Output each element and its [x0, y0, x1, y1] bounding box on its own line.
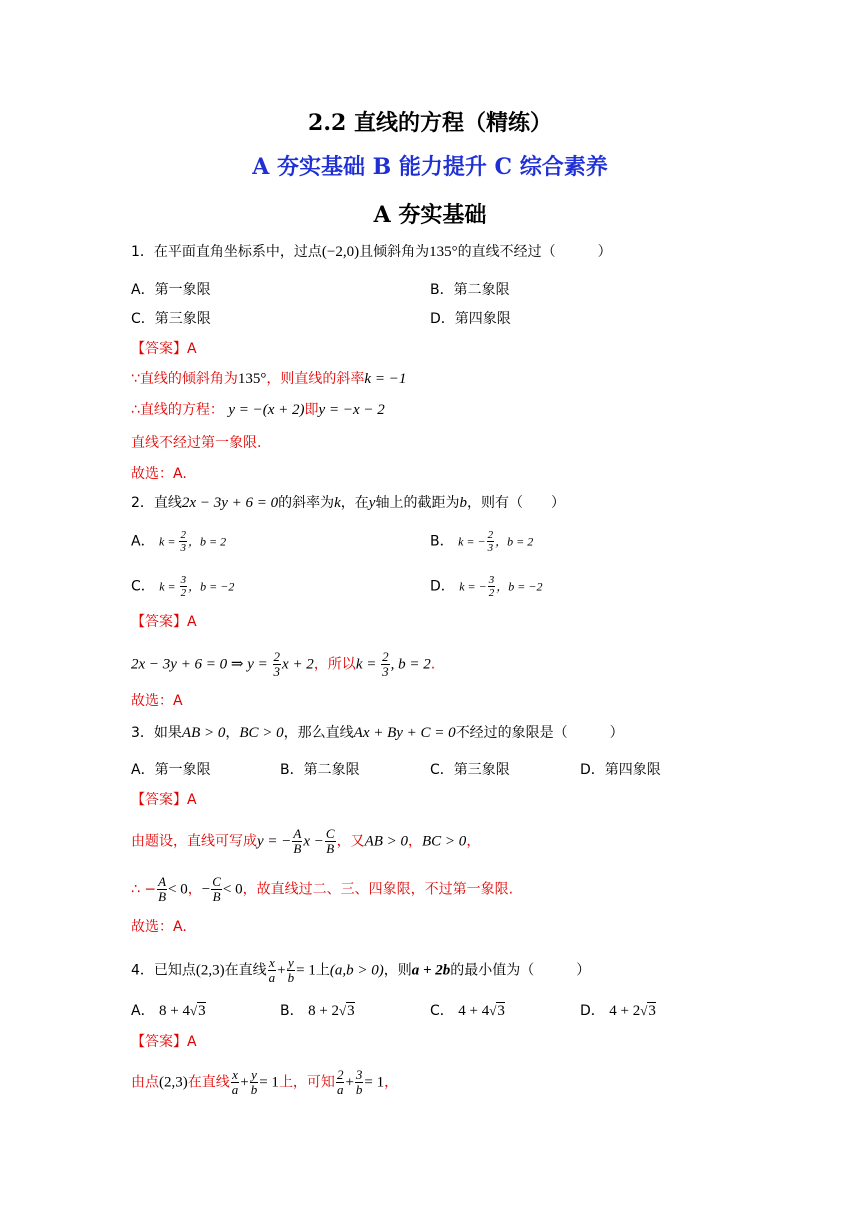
q2-choice: 故选：A [131, 693, 183, 709]
question-1-stem: 1．在平面直角坐标系中，过点(−2,0)且倾斜角为135°的直线不经过（ ） [131, 244, 612, 260]
q3-option-d: D．第四象限 [580, 762, 661, 778]
q1-option-c: C．第三象限 [131, 311, 211, 327]
q4-solution-line-1: 由点(2,3)在直线 $\frac{x}{a}$ + $\frac{y}{b}$ = 1上，可知 $\frac{2}{a}$ + $\frac{3}{b}$ = 1， [131, 1067, 399, 1097]
q2-answer: 【答案】A [131, 614, 197, 630]
q3-choice: 故选：A. [131, 919, 187, 935]
q3-option-a: A．第一象限 [131, 762, 211, 778]
q1-solution-line-1: ∵直线的倾斜角为135°，则直线的斜率k = −1 [131, 371, 407, 387]
q3-answer: 【答案】A [131, 792, 197, 808]
q4-option-d: D． 4 + 2√3 [580, 1003, 656, 1019]
q1-option-d: D．第四象限 [430, 311, 511, 327]
question-2-stem: 2．直线2x − 3y + 6 = 0的斜率为k，在y轴上的截距为b，则有（ ） [131, 495, 565, 511]
page-title: 2.2 直线的方程（精练） [308, 110, 552, 136]
q2-option-c: C． k = $\frac{3}{2}$ ，b = −2 [131, 574, 235, 599]
q4-option-c: C． 4 + 4√3 [430, 1003, 505, 1019]
q3-solution-line-1: 由题设，直线可写成y = − $\frac{A}{B}$ x − $\frac{C}{B}$ ，又AB > 0，BC > 0， [131, 826, 481, 856]
q1-option-a: A．第一象限 [131, 282, 211, 298]
q2-option-a: A． k = $\frac{2}{3}$ ，b = 2 [131, 529, 227, 554]
q4-option-a: A． 8 + 4√3 [131, 1003, 206, 1019]
section-heading: A 夯实基础 [373, 202, 487, 228]
q1-option-b: B．第二象限 [430, 282, 510, 298]
q2-option-d: D． k = − $\frac{3}{2}$ ，b = −2 [430, 574, 543, 599]
q1-solution-line-3: 直线不经过第一象限. [131, 435, 262, 451]
q3-option-c: C．第三象限 [430, 762, 510, 778]
q1-choice: 故选：A. [131, 466, 187, 482]
page-subtitle: A 夯实基础 B 能力提升 C 综合素养 [252, 154, 608, 180]
q1-answer: 【答案】A [131, 341, 197, 357]
q4-answer: 【答案】A [131, 1034, 197, 1050]
q2-solution: 2x − 3y + 6 = 0 ⇒ y = $\frac{2}{3}$ x + 2，所以k = $\frac{2}{3}$ , b = 2. [131, 649, 436, 679]
q3-option-b: B．第二象限 [280, 762, 360, 778]
q4-option-b: B． 8 + 2√3 [280, 1003, 355, 1019]
q3-solution-line-2: ∴ − $\frac{A}{B}$ < 0，− $\frac{C}{B}$ < 0，故直线过二、三、四象限，不过第一象限. [131, 874, 514, 904]
q2-option-b: B． k = − $\frac{2}{3}$ ，b = 2 [430, 529, 534, 554]
question-3-stem: 3．如果AB > 0，BC > 0，那么直线Ax + By + C = 0不经过的象限是（ ） [131, 725, 624, 741]
question-4-stem: 4．已知点(2,3)在直线 $\frac{x}{a}$ + $\frac{y}{b}$ = 1上(a,b > 0)，则a + 2b的最小值为（ ） [131, 955, 591, 985]
q1-solution-line-2: ∴直线的方程： y = −(x + 2)即y = −x − 2 [131, 402, 385, 418]
